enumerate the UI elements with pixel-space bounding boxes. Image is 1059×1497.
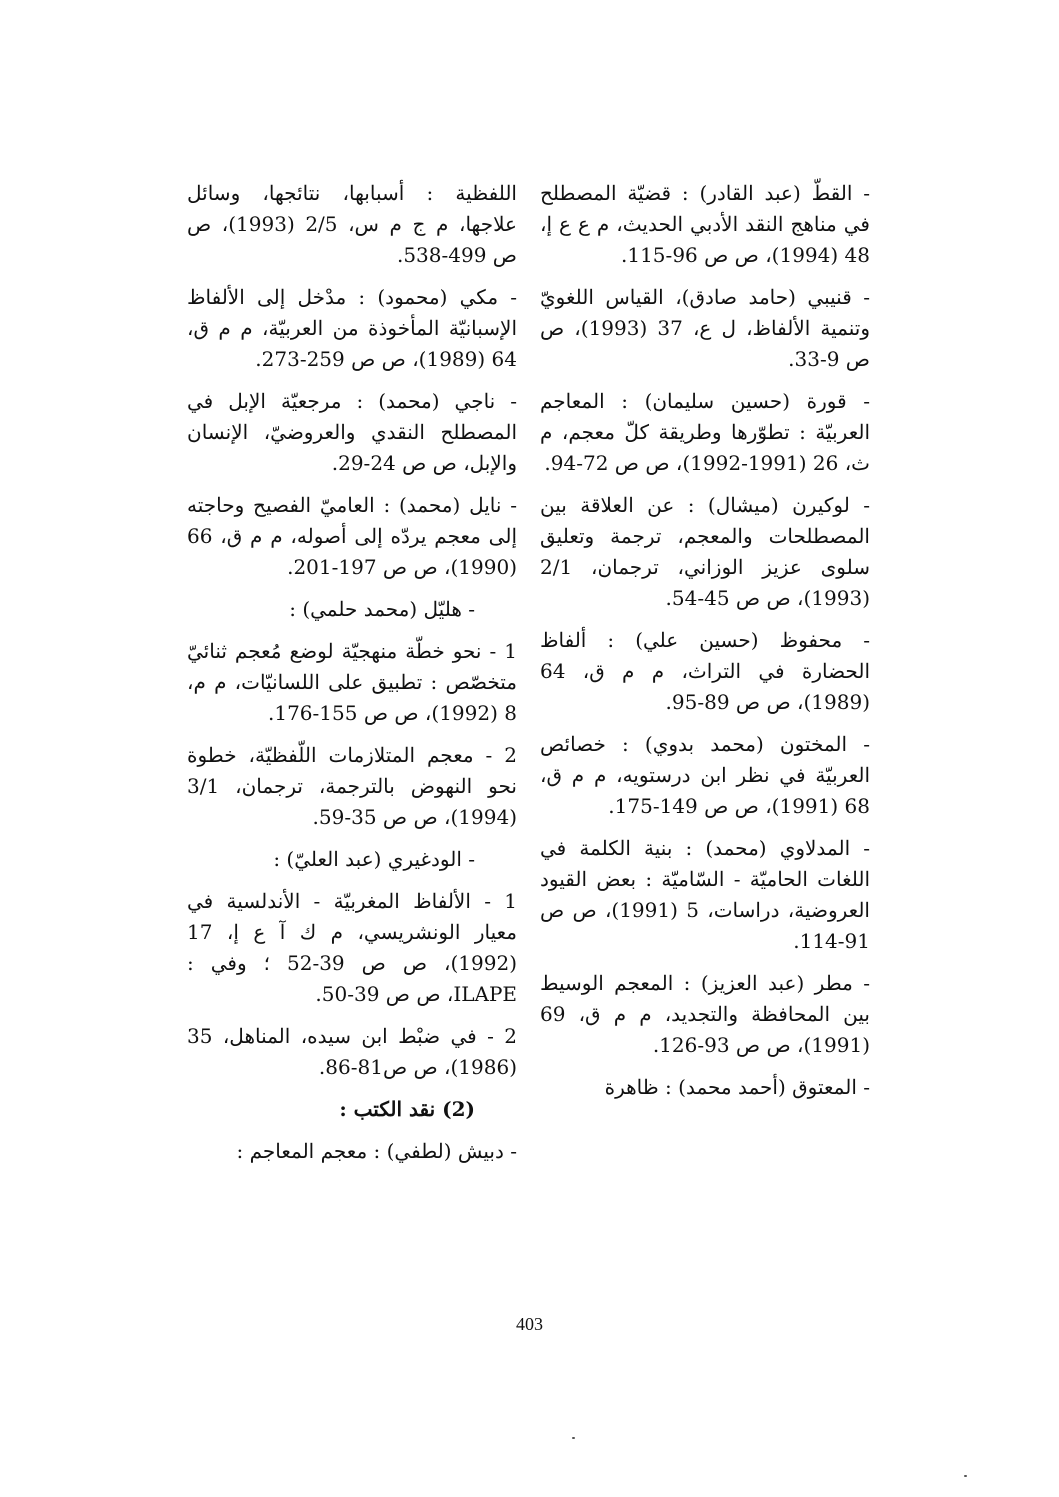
bibliography-entry: - القطّ (عبد القادر) : قضيّة المصطلح في مناهج النقد الأدبي الحديث، م ع ع إ، 48 (1994)، ص ص 96-115. xyxy=(540,181,870,267)
bibliography-entry: - مطر (عبد العزيز) : المعجم الوسيط بين المحافظة والتجديد، م م ق، 69 (1991)، ص ص 93-126. xyxy=(540,971,870,1057)
bibliography-entry: - قنيبي (حامد صادق)، القياس اللغويّ وتنمية الألفاظ، ل ع، 37 (1993)، ص ص 9-33. xyxy=(540,285,871,371)
right-column xyxy=(540,178,870,1114)
bibliography-entry: اللفظية : أسبابها، نتائجها، وسائل علاجها، م ج م س، 2/5 (1993)، ص ص 499-538. xyxy=(187,181,517,267)
bibliography-entry: 1 - الألفاظ المغربيّة - الأندلسية في معيار الونشريسي، م ك آ ع إ، 17 (1992)، ص ص 39-52 ؛ وفي : ILAPE، ص ص 39-50. xyxy=(187,889,517,1006)
bibliography-entry: - المدلاوي (محمد) : بنية الكلمة في اللغات الحاميّة - السّاميّة : بعض القيود العروضية، دراسات، 5 (1991)، ص ص 91-114. xyxy=(540,836,870,953)
bibliography-entry: - ناجي (محمد) : مرجعيّة الإبل في المصطلح النقدي والعروضيّ، الإنسان والإبل، ص ص 24-29. xyxy=(187,389,517,475)
bibliography-entry: - لوكيرن (ميشال) : عن العلاقة بين المصطلحات والمعجم، ترجمة وتعليق سلوى عزيز الوزاني، ترجمان، 2/1 (1993)، ص ص 45-54. xyxy=(540,493,870,610)
author-heading: - الودغيري (عبد العليّ) : xyxy=(273,847,475,871)
author-heading: - هليّل (محمد حلمي) : xyxy=(289,597,475,621)
bibliography-entry: - نايل (محمد) : العاميّ الفصيح وحاجته إلى معجم يردّه إلى أصوله، م م ق، 66 (1990)، ص ص 197-201. xyxy=(187,493,517,579)
scan-speck xyxy=(964,1475,967,1477)
bibliography-entry: 1 - نحو خطّة منهجيّة لوضع مُعجم ثنائيّ متخصّص : تطبيق على اللسانيّات، م م، 8 (1992)، ص ص 155-176. xyxy=(187,639,517,725)
bibliography-entry: - مكي (محمود) : مدْخل إلى الألفاظ الإسبانيّة المأخوذة من العربيّة، م م ق، 64 (1989)، ص ص 259-273. xyxy=(187,285,517,371)
scan-speck xyxy=(572,1437,575,1439)
bibliography-entry: - المعتوق (أحمد محمد) : ظاهرة xyxy=(604,1075,870,1099)
page-number: 403 xyxy=(516,1314,543,1334)
bibliography-entry: - قورة (حسين سليمان) : المعاجم العربيّة : تطوّرها وطريقة كلّ معجم، م ث، 26 (1991-1992)، ص ص 72-94. xyxy=(540,389,870,475)
bibliography-entry: - دبيش (لطفي) : معجم المعاجم : xyxy=(236,1139,517,1163)
bibliography-entry: - محفوظ (حسين علي) : ألفاظ الحضارة في التراث، م م ق، 64 (1989)، ص ص 89-95. xyxy=(540,628,870,714)
left-column xyxy=(187,178,517,1178)
section-heading: (2) نقد الكتب : xyxy=(339,1097,475,1121)
bibliography-entry: - المختون (محمد بدوي) : خصائص العربيّة في نظر ابن درستويه، م م ق، 68 (1991)، ص ص 149-175. xyxy=(540,732,870,818)
bibliography-entry: 2 - في ضبْط ابن سيده، المناهل، 35 (1986)، ص ص81-86. xyxy=(187,1024,517,1079)
bibliography-entry: 2 - معجم المتلازمات اللّفظيّة، خطوة نحو النهوض بالترجمة، ترجمان، 3/1 (1994)، ص ص 35-59. xyxy=(187,743,517,829)
